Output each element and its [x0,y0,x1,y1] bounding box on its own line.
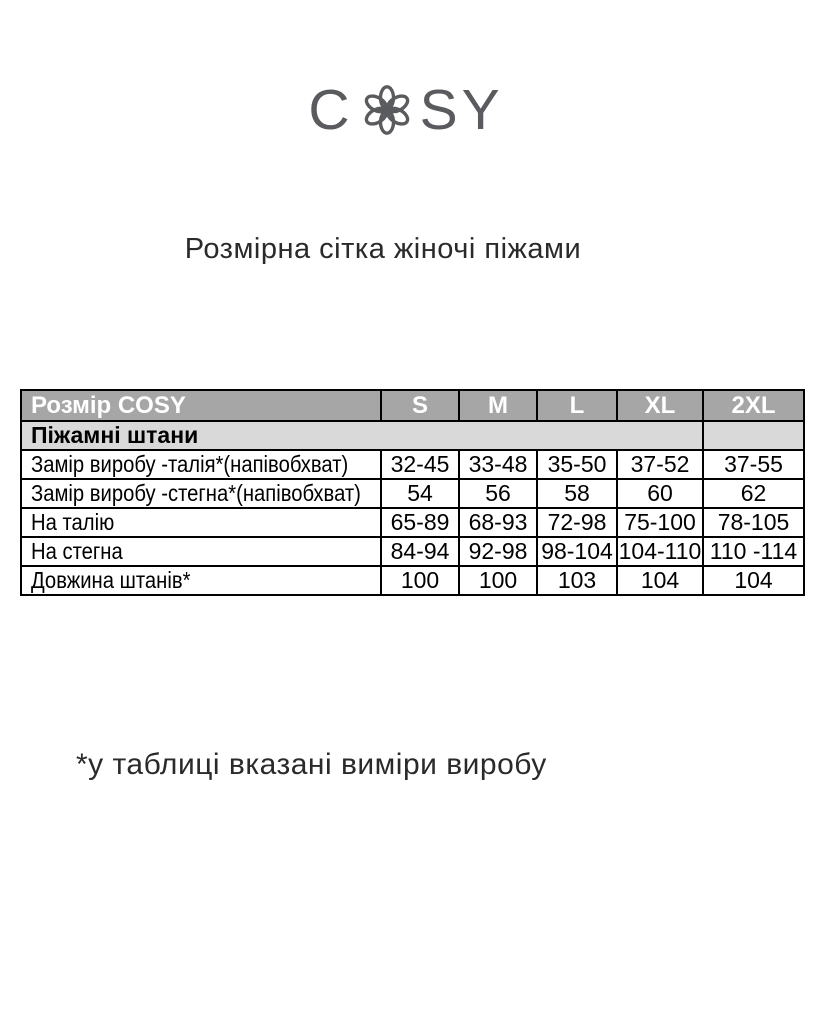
header-size-2xl: 2XL [703,390,804,421]
knot-flower-icon [361,83,413,137]
section-empty-cell [703,421,804,450]
cell-xl: 104 [617,566,703,595]
cell-l: 58 [537,479,617,508]
cell-m: 68-93 [459,508,537,537]
row-label [21,508,381,537]
cell-s: 65-89 [381,508,459,537]
header-size-s: S [381,390,459,421]
cell-xl: 37-52 [617,450,703,479]
cell-m: 56 [459,479,537,508]
row-label [21,537,381,566]
section-label: Піжамні штани [21,421,703,450]
cell-xl: 104-110 [618,538,702,564]
row-label [21,566,381,595]
logo-letters-sy: SY [419,78,504,142]
row-label-text: На стегна [31,538,123,564]
header-size-xl: XL [617,390,703,421]
row-label-text: Замір виробу -талія*(напівобхват) [31,451,349,477]
table-row-waist-measure [21,450,804,479]
page-title: Розмірна сітка жіночі піжами [184,233,582,265]
table-header-row [21,390,804,421]
cell-m: 100 [459,566,537,595]
cell-2xl: 37-55 [703,450,804,479]
row-label-text: Замір виробу -стегна*(напівобхват) [31,480,361,506]
header-size-l: L [537,390,617,421]
row-label-text: На талію [31,509,115,535]
cell-l: 98-104 [537,537,617,566]
cell-2xl: 110 -114 [703,537,804,566]
cell-s: 100 [381,566,459,595]
cell-s: 32-45 [381,450,459,479]
row-label [21,450,381,479]
section-row-pajama-pants [21,421,804,450]
table-row-pants-length [21,566,804,595]
header-size-label: Розмір COSY [21,390,381,421]
row-label [21,479,381,508]
table-row-for-hips [21,537,804,566]
size-table [20,389,805,596]
logo-letter-c: C [308,78,354,142]
cell-xl: 60 [617,479,703,508]
cell-s: 84-94 [381,537,459,566]
brand-logo [0,78,812,142]
cell-xl: 75-100 [617,508,703,537]
cell-s: 54 [381,479,459,508]
cell-l: 35-50 [537,450,617,479]
cell-2xl: 78-105 [703,508,804,537]
cell-m: 33-48 [459,450,537,479]
table-row-hip-measure [21,479,804,508]
footnote: *у таблиці вказані виміри виробу [76,748,547,781]
cell-l: 103 [537,566,617,595]
cell-l: 72-98 [537,508,617,537]
header-size-m: M [459,390,537,421]
cell-2xl: 104 [703,566,804,595]
row-label-text: Довжина штанів* [31,567,191,593]
table-row-for-waist [21,508,804,537]
cell-m: 92-98 [459,537,537,566]
cell-2xl: 62 [703,479,804,508]
